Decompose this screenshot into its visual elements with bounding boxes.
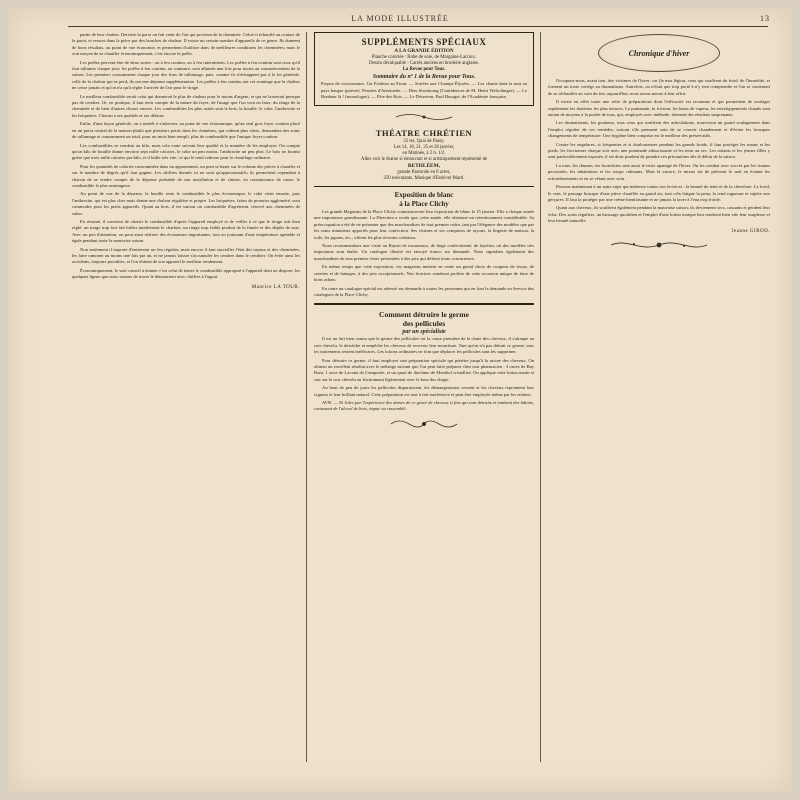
supplements-line: Dessin décalquable : Carrés anciens en broderie anglaise. bbox=[368, 61, 480, 66]
article-paragraph: Au point de vue de la dépense, la houille reste le combustible le plus économique; le coke vient ensuite, puis l'anthracite, qui est plus cher mais donne une chaleur régulière et propre. Les briquettes, faites de poussier aggloméré, sont commodes pour les petits appareils. Quant au bois, il est surtout un combustible d'agrément, réservé aux cheminées de salon. bbox=[72, 191, 300, 216]
column-right bbox=[548, 32, 770, 256]
newspaper-page bbox=[8, 8, 792, 792]
article-note: AVIS. — Ni Jules par l'expérience des dames de ce genre de cheveux si fins qui sont détruits et tombent des bâtons, contenant de l'alcool de bois, impur ou rassemblé. bbox=[314, 399, 534, 412]
article-paragraph: Les rhumatisants, les goutteux, tous ceux qui souffrent des articulations, trouveront un grand soulagement dans l'emploi régulier de ces remèdes, surtout s'ils prennent soin de se couvrir chaudement et d'éviter les brusques changements de température. Une hygiène bien comprise est le meilleur des préservatifs. bbox=[548, 120, 770, 139]
article-paragraph: Enfin, d'une façon générale, on a intérêt à s'adresser, au point de vue économique, qu'au seul gros foyer continu placé en un point central de la maison plutôt que plusieurs petits dans les chambres, qui coûtent plus chers, demandent des soins de rallumage et consomment un total, pour un mois bien rempli, plus de combustible que l'unique foyer continu. bbox=[72, 121, 300, 140]
article-paragraph: Les poêles peuvent être de deux sortes : ou à feu continu, ou à feu intermittent. Les poêles à feu continu sont ceux qu'il faut rallumer chaque jour; les poêles à feu continu, au contraire, sont allumés une fois pour toutes au commencement de la saison. Les premiers consomment chaque jour des frais de rallumage, puis, comme ils n'échappent pas à la loi générale, celle de la chaleur qui se perd, ils ont une dépense supplémentaire. Les poêles à feu continu ont cet avantage que la chaleur ne cesse jamais et qu'on n'a qu'à régler l'arrivée de l'air pour le tirage. bbox=[72, 59, 300, 91]
column-left bbox=[72, 32, 300, 290]
theatre-play: BETHLÉEM, bbox=[407, 163, 441, 170]
sommaire-title: Sommaire du nº 1 de la Revue pour Tous. bbox=[372, 74, 476, 81]
theatre-music: 250 exécutants. Musique d'Estièvre Marti. bbox=[383, 175, 465, 181]
supplements-title: SUPPLÉMENTS SPÉCIAUX bbox=[361, 37, 487, 47]
article-paragraph: Passons maintenant à un autre sujet qui intéresse toutes nos lectrices : la beauté du teint et de la chevelure. Le froid, le vent, le passage brusque d'une pièce chauffée au grand air, tout cela fatigue la peau, la rend rugueuse et sujette aux gerçures. Il faut la protéger par une crème bienfaisante et ne jamais la laver à l'eau trop froide. bbox=[548, 184, 770, 202]
column-middle bbox=[314, 32, 534, 435]
blanc-title: Exposition de blanc bbox=[394, 191, 454, 200]
blanc-title: à la Place Clichy bbox=[399, 200, 449, 209]
article-paragraph: Économiquement, le seul conseil à donner c'est celui de tenter le combustible approprié à l'appareil dont on dispose, les quelques lignes que nous venons de tracer le démontrent avec chiffres à l'appui. bbox=[72, 267, 300, 280]
section-rule bbox=[314, 186, 534, 187]
article-paragraph: partie de leur chaleur. Derrière la paroi on fait venir de l'air qui provient de la cheminée. Celui-ci échauffé au contact de la paroi, et ressort dans la pièce par des bouches de chaleur. Il existe un certain nombre d'appareils de ce genre. Ils donnent de bons résultats, au point de vue économie, et permettent d'utiliser dans de meilleures conditions les cheminées; mais le vrai moyen de se chauffer économiquement, c'est encore le poêle. bbox=[72, 32, 300, 57]
article-paragraph: Occupons-nous, avant tout, des victimes de l'hiver, car (le mot légion, ceux qui souffrent du froid, de l'humidité, et forment un triste cortège au rhumatisme. Autrefois, on n'était que trop porté à n'y rien comprendre et l'on se contentait de se réchauffer au coin du feu; aujourd'hui, nous avons mieux à leur offrir. bbox=[548, 78, 770, 96]
pellicules-byline: par un spécialiste bbox=[402, 329, 446, 336]
article-paragraph: En résumé, il convient de choisir le combustible d'après l'appareil employé et de veiller à ce que le tirage soit bien réglé; un tirage trop fort fait brûler inutilement le charbon, un tirage trop faible produit de la fumée et des dépôts de suie. Avec un peu d'attention, on peut ainsi réaliser des économies importantes, tout en jouissant d'une température agréable et égale pendant toute la mauvaise saison. bbox=[72, 218, 300, 244]
article-paragraph: Contre les engelures, si fréquentes et si douloureuses pendant les grands froids, il faut protéger les mains et les pieds, les frictionner chaque soir avec une pommade adoucissante et les tenir au sec. Les enfants et les jeunes filles y sont particulièrement exposés; il est donc prudent de prendre ces précautions dès le début de la saison. bbox=[548, 141, 770, 160]
article-signature: Jeanne GIROD. bbox=[731, 228, 770, 234]
article-paragraph: La toux, les rhumes, les bronchites sont aussi le triste apanage de l'hiver. On les combat avec succès par les tisanes pectorales, les inhalations et les sirops calmants. Mais là encore, le mieux est de prévenir le mal en évitant les refroidissements et en se vêtant avec soin. bbox=[548, 162, 770, 181]
article-signature: Maurice LA TOUR. bbox=[251, 284, 300, 290]
article-paragraph: Il existe en effet toute une série de préparations dont l'efficacité est reconnue et qui permettent de soulager rapidement les douleurs les plus tenaces. La pommade, la friction, les bains de vapeur, les enveloppements chauds sont autant de moyens à la portée de tous, qui, employés avec méthode, donnent des résultats surprenants. bbox=[548, 99, 770, 118]
column-divider-1 bbox=[306, 32, 307, 762]
ornament-divider bbox=[379, 110, 469, 124]
article-paragraph: Pour les quantités de calories consommées dans un appartement, on peut se baser sur le volume des pièces à chauffer et sur le nombre de degrés qu'il faut gagner. Les chiffres donnés ici ne sont qu'approximatifs; ils permettent cependant à chacun de se rendre compte de la dépense probable de son installation et de choisir, en connaissance de cause, le combustible le plus avantageux. bbox=[72, 163, 300, 188]
sommaire-text: Propos de circonstance. Un Fardeau au Front. — Soirées aux Champs-Élysées. — Les chants dans la nuit au pays basque (poésie). Pensées d'Antoinette. — Dieu Strasbourg (Confidences de M. Henri Welschinger). — Le Bonheur là ! (monologue). — Fête des Rois. — Le Déserteur, Paul Bourget, de l'Académie française. bbox=[321, 81, 527, 100]
chronique-title: Chronique d'hiver bbox=[598, 34, 720, 72]
article-paragraph: Nous recommandons une visite au Rayon de trousseaux, de linge confectionné, de layettes, où des modèles très importants sont étalés. Un catalogue illustré est envoyé franco sur demande. Nous signalons également des marchandises de tout premier choix présentées à des prix qui défient toute concurrence. bbox=[314, 243, 534, 261]
article-paragraph: En outre un catalogue spécial est adressé sur demande à toutes les personnes qui en font la demande au Service des catalogues de la Place Clichy. bbox=[314, 285, 534, 297]
section-rule bbox=[314, 303, 534, 305]
theatre-dates: Les 14, 18, 21, 25 et 28 janvier, bbox=[393, 144, 455, 150]
article-paragraph: Les grands Magasins de la Place Clichy commenceront leur exposition de blanc le 15 janvier. Elle a chaque année une importance grandissante. La Direction a voulu que, cette année, elle obtienne un retentissement considérable. Sa préoccupation a été de ne présenter que des marchandises de tout premier ordre, tant par l'élégance des modèles que par les soins minutieux apportés pour leur confection. Ses vitrines et ses comptoirs de rayons, la lingerie de maison, la toile, les jupons, etc., offrent les plus récentes créations. bbox=[314, 209, 534, 240]
article-paragraph: En même temps que cette exposition, ces magasins mettent en vente un grand choix de coupons de tissus, de soieries et de lainages, à des prix exceptionnels. Nos lectrices voudront profiter de cette occasion unique de faire de bons achats. bbox=[314, 264, 534, 283]
supplements-box bbox=[314, 32, 534, 106]
ornament-divider bbox=[379, 417, 469, 431]
supplements-subtitle: A LA GRANDE ÉDITION bbox=[394, 48, 454, 54]
article-paragraph: Il est un fait bien connu que le germe des pellicules est la cause première de la chute des cheveux; il s'attaque au cuir chevelu, le dessèche et empêche les cheveux de recevoir leur nourriture. Tant qu'on n'a pas détruit ce germe, tous les traitements restent inefficaces. Les lotions ordinaires ne font que déplacer les pellicules sans les supprimer. bbox=[314, 336, 534, 355]
article-paragraph: Le meilleur combustible serait celui qui donnerait le plus de chaleur pour le moins d'argent, et qui ne laisserait presque pas de cendres. Or, en pratique, il faut tenir compte de la nature du foyer, de l'usage que l'on veut en faire, du tirage de la cheminée et de bien d'autres choses encore. Les combustibles les plus usités sont le bois, la houille, le coke, l'anthracite et les briquettes. Chacun a ses qualités et ses défauts. bbox=[72, 93, 300, 118]
ornament-footer bbox=[604, 238, 714, 252]
pellicules-title: Comment détruire le germe bbox=[379, 310, 469, 320]
page-number: 13 bbox=[760, 14, 770, 23]
theatre-play-desc: grande Pastorale en 6 actes, bbox=[397, 169, 451, 175]
theatre-note: Allez voir le drame si émouvant et si artistiquement représenté de bbox=[360, 157, 487, 163]
header-rule bbox=[68, 26, 768, 27]
theatre-title: THÉATRE CHRÉTIEN bbox=[375, 127, 473, 138]
column-divider-2 bbox=[540, 32, 541, 762]
theatre-time: en Matinée, à 2 h. 1/2. bbox=[402, 151, 446, 157]
publication-title: LA MODE ILLUSTRÉE bbox=[351, 14, 449, 23]
article-paragraph: Au bout de peu de jours les pellicules disparaissent, les démangeaisons cessent et les cheveux reprennent leur vigueur et leur brillant naturel. Cette préparation est tout à fait inoffensive et peut être employée même par les enfants. bbox=[314, 385, 534, 397]
supplements-line: La Revue pour Tous. bbox=[402, 67, 446, 73]
article-paragraph: Les combustibles se vendent au kilo, mais cela varie suivant leur qualité et la manière de les employer. On compte qu'un kilo de houille donne environ sept mille calories, le coke un peu moins, l'anthracite un peu plus. Le bois ne fournit guère que trois mille calories par kilo, et il brûle très vite, ce qui le rend coûteux pour le chauffage ordinaire. bbox=[72, 142, 300, 161]
theatre-address: 22 ter, Quai de Passy. bbox=[403, 138, 445, 144]
article-paragraph: Quant aux cheveux, ils souffrent également pendant la mauvaise saison; ils deviennent secs, cassants et perdent leur éclat. Des soins réguliers, un brossage quotidien et l'emploi d'une lotion tonique leur rendront bien vite leur souplesse et leur beauté naturelle. bbox=[548, 205, 770, 224]
article-paragraph: Pour détruire ce germe, il faut employer une préparation spéciale qui pénètre jusqu'à la racine des cheveux. On obtient un excellent résultat avec le mélange suivant que l'on peut faire préparer chez tout pharmacien : 3 onces de Bay Rum, 1 once de Lavona de Composée, et un quart de drachme de Menthol cristallisé. On applique cette lotion matin et soir sur le cuir chevelu en frictionnant légèrement avec le bout des doigts. bbox=[314, 357, 534, 382]
supplements-line: Planche coloriée : Robe de soie, de Margaine-Lacroix. bbox=[371, 54, 477, 60]
pellicules-title: des pellicules bbox=[402, 319, 446, 329]
article-paragraph: Non seulement il importe d'entretenir un feu régulier, mais encore il faut surveiller l'état des tuyaux et des cheminées, les faire ramoner au moins une fois par an, et ne jamais laisser s'accumuler les cendres dans le cendrier. On évite ainsi les accidents, toujours possibles, et l'on obtient de son appareil le meilleur rendement. bbox=[72, 246, 300, 265]
